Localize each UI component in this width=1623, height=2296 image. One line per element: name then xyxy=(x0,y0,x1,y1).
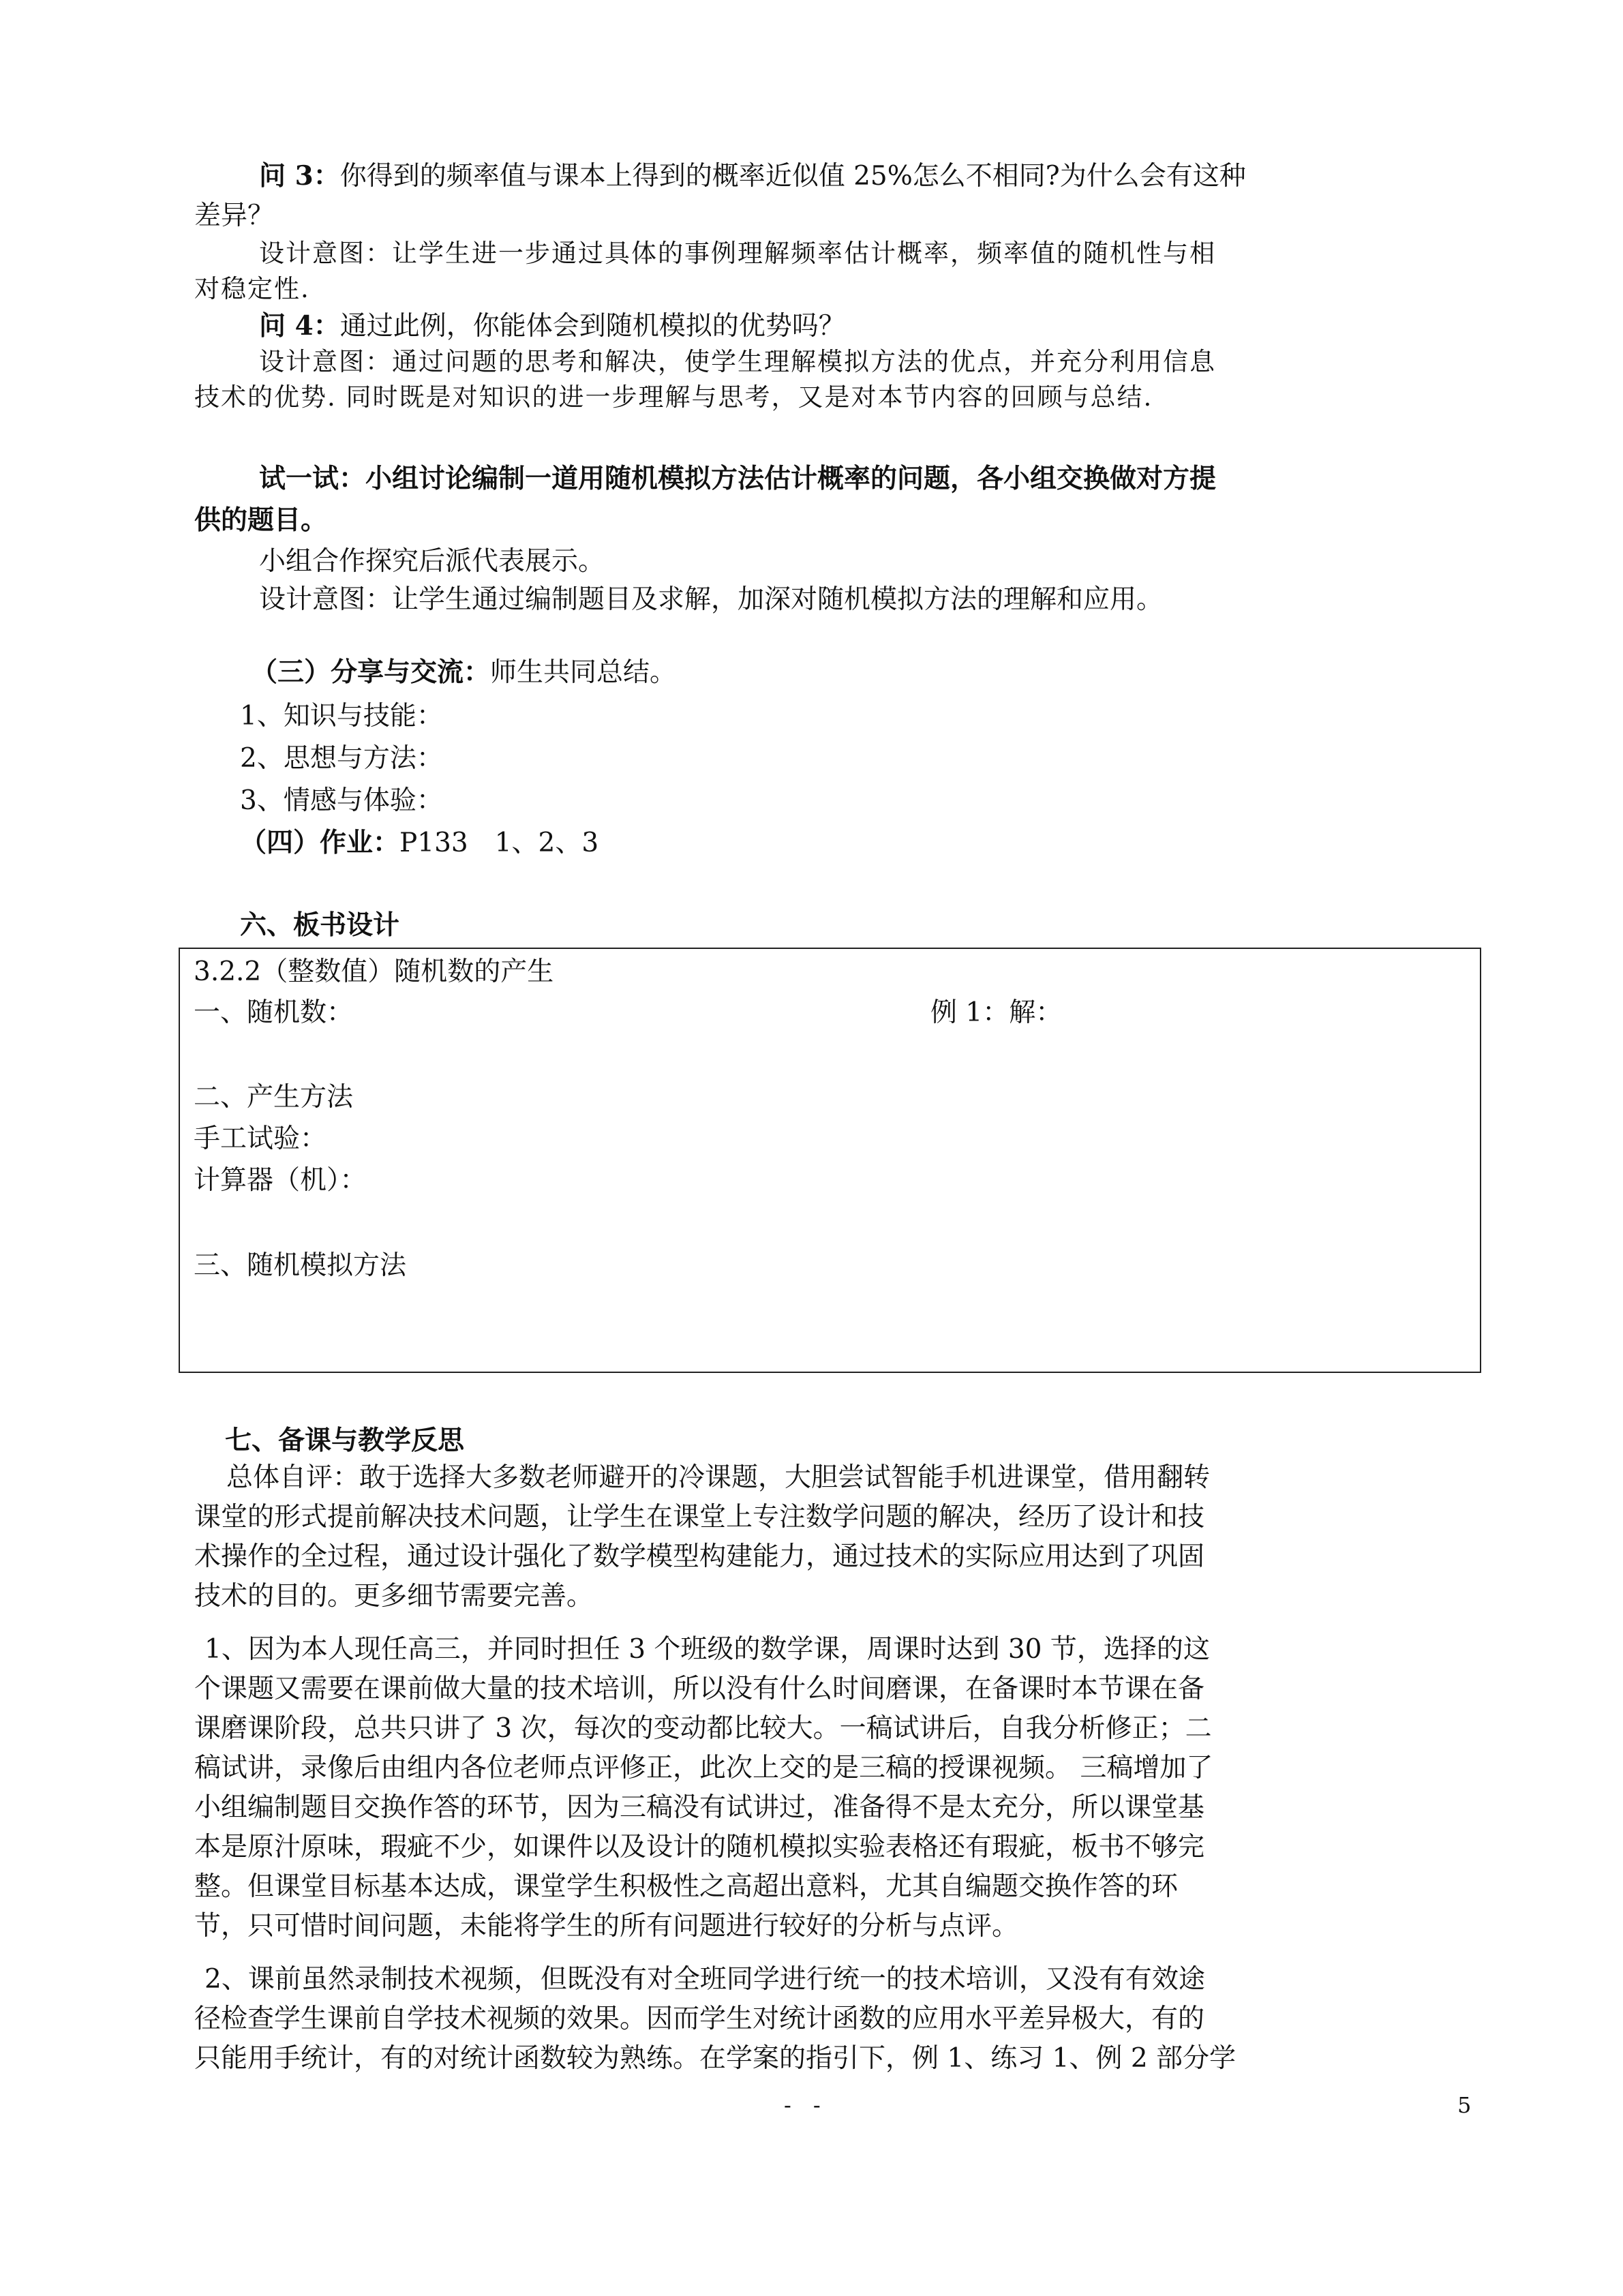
homework xyxy=(240,825,598,861)
reflection-line: 课磨课阶段，总共只讲了 3 次，每次的变动都比较大。一稿试讲后，自我分析修正；二 xyxy=(194,1713,1212,1744)
reflection-heading: 七、备课与教学反思 xyxy=(225,1425,465,1456)
board-random-numbers: 一、随机数： xyxy=(194,997,354,1028)
board-design-box xyxy=(179,948,1481,1373)
question-3-continuation: 差异？ xyxy=(194,200,275,231)
reflection-line: 总体自评：敢于选择大多数老师避开的冷课题，大胆尝试智能手机进课堂，借用翻转 xyxy=(226,1462,1211,1493)
page-number: 5 xyxy=(1457,2092,1472,2118)
share-exchange xyxy=(251,654,676,691)
reflection-line: 小组编制题目交换作答的环节，因为三稿没有试讲过，准备得不是太充分，所以课堂基 xyxy=(194,1792,1205,1823)
question-4-text: 通过此例，你能体会到随机模拟的优势吗？ xyxy=(339,311,845,342)
reflection-line: 节，只可惜时间问题，未能将学生的所有问题进行较好的分析与点评。 xyxy=(194,1911,1019,1942)
board-design-heading: 六、板书设计 xyxy=(240,909,400,941)
try-it-line-1: 试一试：小组讨论编制一道用随机模拟方法估计概率的问题，各小组交换做对方提 xyxy=(259,463,1217,494)
reflection-line: 本是原汁原味，瑕疵不少，如课件以及设计的随机模拟实验表格还有瑕疵，板书不够完 xyxy=(194,1832,1205,1862)
question-3-text: 你得到的频率值与课本上得到的概率近似值 25%怎么不相同?为什么会有这种 xyxy=(339,161,1246,192)
board-random-simulation: 三、随机模拟方法 xyxy=(194,1250,407,1281)
share-heading: （三）分享与交流： xyxy=(251,656,491,688)
question-4-intent-line-1: 设计意图：通过问题的思考和解决，使学生理解模拟方法的优点，并充分利用信息 xyxy=(259,347,1216,376)
reflection-line: 整。但课堂目标基本达成，课堂学生积极性之高超出意料，尤其自编题交换作答的环 xyxy=(194,1871,1179,1902)
question-3-label: 问 3： xyxy=(259,160,340,192)
try-it-intent: 设计意图：让学生通过编制题目及求解，加深对随机模拟方法的理解和应用。 xyxy=(259,584,1164,615)
reflection-line: 稿试讲，录像后由组内各位老师点评修正，此次上交的是三稿的授课视频。 三稿增加了 xyxy=(194,1753,1213,1783)
question-4-label: 问 4： xyxy=(259,310,340,342)
reflection-line: 1、因为本人现任高三，并同时担任 3 个班级的数学课，周课时达到 30 节，选择的这 xyxy=(204,1634,1210,1665)
question-3 xyxy=(259,158,1246,194)
reflection-line: 2、课前虽然录制技术视频，但既没有对全班同学进行统一的技术培训，又没有有效途 xyxy=(204,1964,1205,1995)
share-item-2: 2、思想与方法： xyxy=(240,743,443,774)
reflection-line: 只能用手统计，有的对统计函数较为熟练。在学案的指引下，例 1、练习 1、例 2 部分学 xyxy=(194,2043,1237,2074)
question-4 xyxy=(259,308,845,344)
board-manual-experiment: 手工试验： xyxy=(194,1123,327,1154)
share-item-1: 1、知识与技能： xyxy=(240,701,443,731)
share-item-3: 3、情感与体验： xyxy=(240,785,443,816)
reflection-line: 径检查学生课前自学技术视频的效果。因而学生对统计函数的应用水平差异极大，有的 xyxy=(194,2004,1205,2034)
footer-dashes: - - xyxy=(784,2092,821,2118)
homework-text: P133 1、2、3 xyxy=(399,828,599,858)
try-it-line-2: 供的题目。 xyxy=(194,504,328,536)
question-3-intent-line-2: 对稳定性. xyxy=(194,274,310,303)
board-example-1: 例 1：解： xyxy=(930,997,1063,1028)
question-3-intent-line-1: 设计意图：让学生进一步通过具体的事例理解频率估计概率，频率值的随机性与相 xyxy=(259,239,1216,268)
reflection-line: 课堂的形式提前解决技术问题，让学生在课堂上专注数学问题的解决，经历了设计和技 xyxy=(194,1502,1205,1532)
board-generation-methods: 二、产生方法 xyxy=(194,1082,354,1113)
board-title: 3.2.2（整数值）随机数的产生 xyxy=(194,956,554,987)
reflection-line: 技术的目的。更多细节需要完善。 xyxy=(194,1581,594,1612)
share-text: 师生共同总结。 xyxy=(490,657,677,688)
board-calculator: 计算器（机）： xyxy=(194,1165,367,1196)
question-4-intent-line-2: 技术的优势. 同时既是对知识的进一步理解与思考，又是对本节内容的回顾与总结. xyxy=(194,382,1153,412)
try-it-note: 小组合作探究后派代表展示。 xyxy=(259,546,605,577)
homework-heading: （四）作业： xyxy=(240,827,400,858)
reflection-line: 个课题又需要在课前做大量的技术培训，所以没有什么时间磨课，在备课时本节课在备 xyxy=(194,1674,1205,1704)
reflection-line: 术操作的全过程，通过设计强化了数学模型构建能力，通过技术的实际应用达到了巩固 xyxy=(194,1541,1205,1572)
